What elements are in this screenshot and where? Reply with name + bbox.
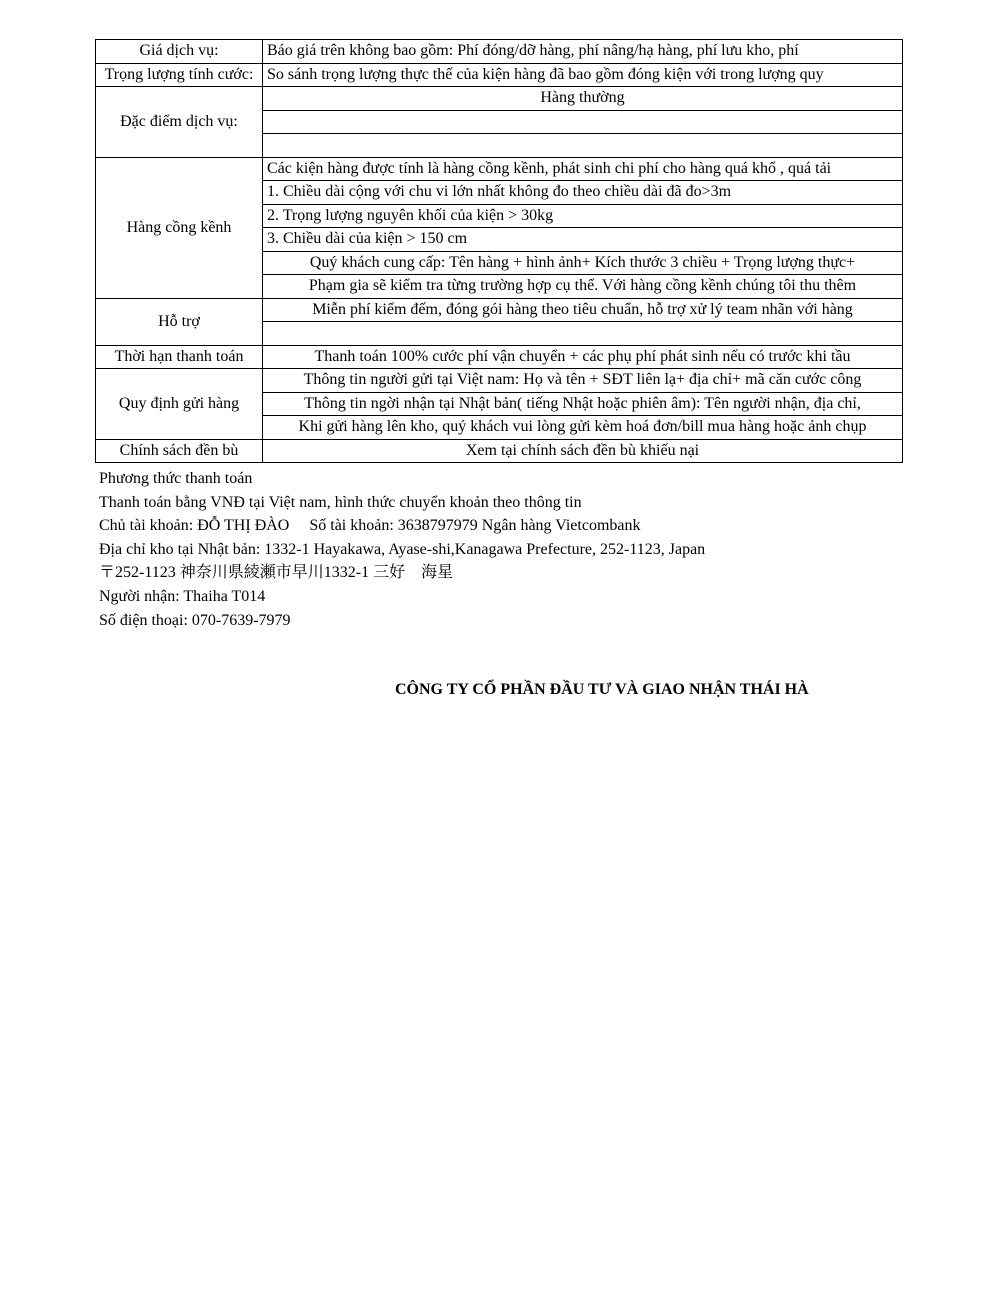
weight-value: So sánh trọng lượng thực thế của kiện hàng đã bao gồm đóng kiện với trong lượng quy: [263, 63, 903, 87]
table-row: [96, 157, 903, 181]
support-row: [263, 322, 903, 346]
table-row: [96, 345, 903, 369]
bulky-row: Các kiện hàng được tính là hàng cồng kềnh, phát sinh chi phí cho hàng quá khổ , quá tải: [263, 157, 903, 181]
table-row: [96, 298, 903, 322]
service-price-value: Báo giá trên không bao gồm: Phí đóng/dỡ hàng, phí nâng/hạ hàng, phí lưu kho, phí: [263, 40, 903, 64]
warehouse-address: Địa chỉ kho tại Nhật bản: 1332-1 Hayakawa, Ayase-shi,Kanagawa Prefecture, 252-1123, Japan: [99, 540, 706, 558]
service-price-label: Giá dịch vụ:: [96, 40, 263, 64]
payment-info: [99, 467, 705, 632]
service-features-row: Hàng thường: [263, 87, 903, 111]
payment-term-value: Thanh toán 100% cước phí vận chuyển + các phụ phí phát sinh nếu có trước khi tầu: [263, 345, 903, 369]
shipping-rules-row: Thông tin ngời nhận tại Nhật bản( tiếng Nhật hoặc phiên âm): Tên người nhận, địa chỉ,: [263, 392, 903, 416]
support-row: Miễn phí kiểm đếm, đóng gói hàng theo tiêu chuẩn, hỗ trợ xử lý team nhãn với hàng: [263, 298, 903, 322]
shipping-rules-row: Thông tin người gửi tại Việt nam: Họ và tên + SĐT liên lạ+ địa chỉ+ mã căn cước công: [263, 369, 903, 393]
table-row: [96, 439, 903, 463]
bulky-label: Hàng cồng kềnh: [96, 157, 263, 298]
bulky-row: 1. Chiều dài cộng với chu vi lớn nhất không đo theo chiều dài đã đo>3m: [263, 181, 903, 205]
phone-number: Số điện thoại: 070-7639-7979: [99, 611, 291, 629]
account-line: Chủ tài khoản: ĐỖ THỊ ĐÀO Số tài khoản: 3638797979 Ngân hàng Vietcombank: [99, 517, 641, 535]
payment-method-title: Phương thức thanh toán: [99, 470, 253, 487]
table-row: [96, 63, 903, 87]
table-row: [96, 369, 903, 393]
weight-label: Trọng lượng tính cước:: [96, 63, 263, 87]
bulky-row: 3. Chiều dài của kiện > 150 cm: [263, 228, 903, 252]
recipient: Người nhận: Thaiha T014: [99, 587, 266, 605]
service-features-row: [263, 134, 903, 158]
warehouse-address-jp: 〒252-1123 神奈川県綾瀬市早川1332-1 三好 海星: [99, 564, 454, 582]
payment-term-label: Thời hạn thanh toán: [96, 345, 263, 369]
bulky-row: Quý khách cung cấp: Tên hàng + hình ảnh+ Kích thước 3 chiều + Trọng lượng thực+: [263, 251, 903, 275]
support-label: Hỗ trợ: [96, 298, 263, 345]
shipping-rules-label: Quy định gửi hàng: [96, 369, 263, 440]
bulky-row: Phạm gia sẽ kiểm tra từng trường hợp cụ thể. Với hàng cồng kềnh chúng tôi thu thêm: [263, 275, 903, 299]
table-row: [96, 87, 903, 111]
company-name: CÔNG TY CỔ PHẦN ĐẦU TƯ VÀ GIAO NHẬN THÁI HÀ: [395, 681, 809, 698]
shipping-rules-row: Khi gửi hàng lên kho, quý khách vui lòng gửi kèm hoá đơn/bill mua hàng hoặc ảnh chụp: [263, 416, 903, 440]
service-features-row: [263, 110, 903, 134]
table-row: [96, 40, 903, 64]
bulky-row: 2. Trọng lượng nguyên khối của kiện > 30kg: [263, 204, 903, 228]
service-features-label: Đặc điểm dịch vụ:: [96, 87, 263, 158]
compensation-value: Xem tại chính sách đền bù khiếu nại: [263, 439, 903, 463]
payment-method-desc: Thanh toán bằng VNĐ tại Việt nam, hình thức chuyển khoản theo thông tin: [99, 493, 582, 511]
service-terms-table: [95, 39, 903, 463]
compensation-label: Chính sách đền bù: [96, 439, 263, 463]
